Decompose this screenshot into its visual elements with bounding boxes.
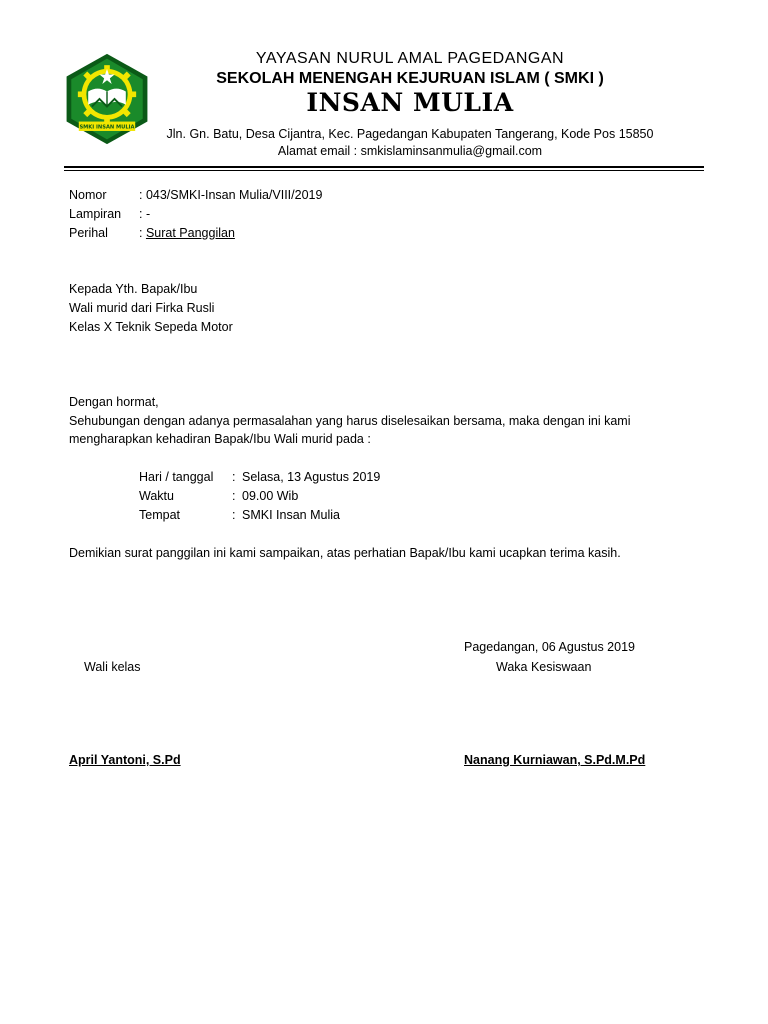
meta-perihal-colon: : bbox=[139, 226, 146, 240]
school-name: INSAN MULIA bbox=[306, 88, 514, 117]
detail-label: Waktu bbox=[139, 489, 174, 503]
detail-colon: : bbox=[232, 489, 236, 503]
svg-text:SMKI INSAN MULIA: SMKI INSAN MULIA bbox=[79, 124, 135, 131]
right-signatory-role: Waka Kesiswaan bbox=[496, 660, 592, 674]
detail-value: Selasa, 13 Agustus 2019 bbox=[242, 470, 381, 484]
meta-perihal bbox=[69, 226, 235, 240]
detail-colon: : bbox=[232, 508, 236, 522]
place-date: Pagedangan, 06 Agustus 2019 bbox=[464, 640, 635, 654]
letterhead bbox=[0, 0, 768, 175]
foundation-name: YAYASAN NURUL AMAL PAGEDANGAN bbox=[255, 50, 565, 67]
closing-sentence: Demikian surat panggilan ini kami sampaikan, atas perhatian Bapak/Ibu kami ucapkan terima kasih. bbox=[69, 546, 621, 560]
right-signatory-name: Nanang Kurniawan, S.Pd.M.Pd bbox=[464, 753, 646, 767]
meta-lampiran bbox=[69, 207, 150, 221]
recipient-line-1: Kepada Yth. Bapak/Ibu bbox=[69, 282, 198, 296]
recipient-line-3: Kelas X Teknik Sepeda Motor bbox=[69, 320, 233, 334]
header-divider-thin bbox=[64, 170, 704, 171]
detail-row bbox=[139, 470, 380, 484]
detail-row bbox=[139, 508, 340, 522]
school-email: Alamat email : smkislaminsanmulia@gmail.com bbox=[277, 144, 543, 158]
school-address: Jln. Gn. Batu, Desa Cijantra, Kec. Pagedangan Kabupaten Tangerang, Kode Pos 15850 bbox=[166, 127, 654, 141]
detail-colon: : bbox=[232, 470, 236, 484]
meta-perihal-value: Surat Panggilan bbox=[145, 226, 235, 240]
greeting: Dengan hormat, bbox=[69, 395, 159, 409]
detail-value: SMKI Insan Mulia bbox=[242, 508, 340, 522]
left-signatory-role: Wali kelas bbox=[84, 660, 141, 674]
body-paragraph-line-1: Sehubungan dengan adanya permasalahan yang harus diselesaikan bersama, maka dengan ini kami bbox=[69, 414, 631, 428]
meta-nomor bbox=[69, 188, 322, 202]
school-logo-icon bbox=[60, 52, 154, 146]
meta-lampiran-value: : - bbox=[139, 207, 151, 221]
meta-lampiran-label: Lampiran bbox=[69, 207, 122, 221]
left-signatory-name: April Yantoni, S.Pd bbox=[69, 753, 181, 767]
detail-label: Tempat bbox=[139, 508, 180, 522]
meta-perihal-label: Perihal bbox=[69, 226, 108, 240]
detail-label: Hari / tanggal bbox=[139, 470, 214, 484]
meta-nomor-value: : 043/SMKI-Insan Mulia/VIII/2019 bbox=[139, 188, 323, 202]
detail-row bbox=[139, 489, 298, 503]
body-paragraph-line-2: mengharapkan kehadiran Bapak/Ibu Wali murid pada : bbox=[69, 432, 371, 446]
header-divider-thick bbox=[64, 166, 704, 168]
school-type: SEKOLAH MENENGAH KEJURUAN ISLAM ( SMKI ) bbox=[216, 70, 604, 87]
meta-nomor-label: Nomor bbox=[69, 188, 107, 202]
detail-value: 09.00 Wib bbox=[242, 489, 299, 503]
recipient-line-2: Wali murid dari Firka Rusli bbox=[69, 301, 215, 315]
